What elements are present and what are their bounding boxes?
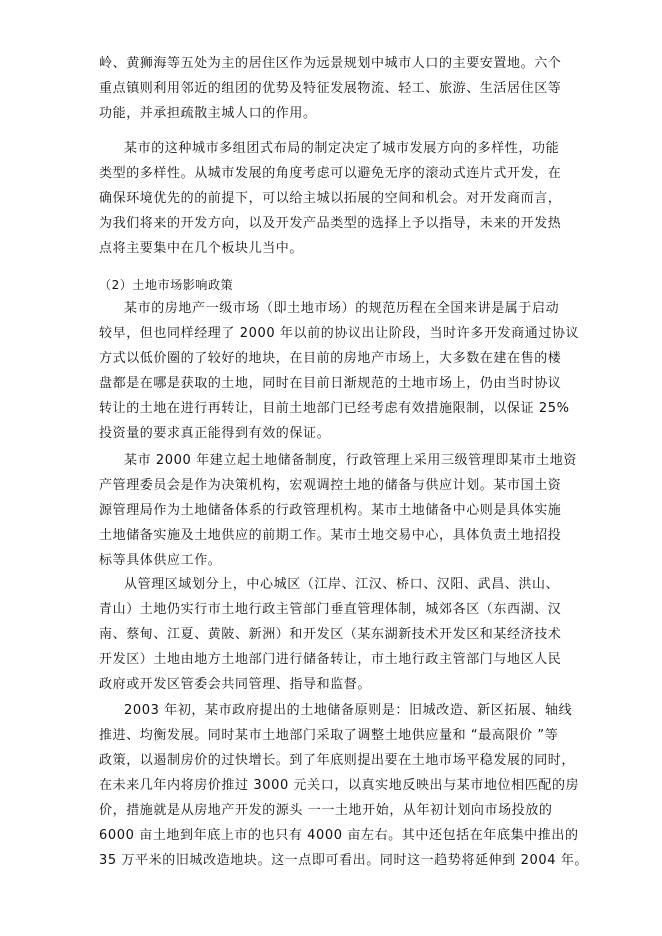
paragraph-6-line-6: 6000 亩土地到年底上市的也只有 4000 亩左右。其中还包括在年底集中推出的 <box>99 828 579 843</box>
paragraph-1-line-1: 岭、黄狮海等五处为主的居住区作为远景规划中城市人口的主要安置地。六个 <box>99 56 562 71</box>
paragraph-2-line-3: 确保环境优先的的前提下，可以给主城以拓展的空间和机会。对开发商而言， <box>99 191 562 206</box>
paragraph-5-line-1: 从管理区域划分上，中心城区（江岸、江汉、桥口、汉阳、武昌、洪山、 <box>124 577 560 592</box>
paragraph-2-line-5: 点将主要集中在几个板块儿当中。 <box>99 241 304 256</box>
paragraph-6-line-4: 在未来几年内将房价推过 3000 元关口，以真实地反映出与某市地位相匹配的房 <box>99 778 580 793</box>
paragraph-5-line-5: 政府或开发区管委会共同管理、指导和监督。 <box>99 677 372 692</box>
paragraph-2-line-4: 为我们将来的开发方向，以及开发产品类型的选择上予以指导，未来的开发热 <box>99 216 562 231</box>
paragraph-6-line-3: 政策，以遏制房价的过快增长。到了年底则提出要在土地市场平稳发展的同时， <box>99 753 576 768</box>
paragraph-4-line-1: 某市 2000 年建立起土地储备制度，行政管理上采用三级管理即某市土地资 <box>124 453 577 468</box>
paragraph-6-line-2: 推进、均衡发展。同时某市土地部门采取了调整土地供应量和 “最高限价 ”等 <box>99 728 559 743</box>
paragraph-5-line-4: 开发区）土地由地方土地部门进行储备转让，市土地行政主管部门与地区人民 <box>99 652 562 667</box>
paragraph-4-line-3: 源管理局作为土地储备体系的行政管理机构。某市土地储备中心则是具体实施 <box>99 503 562 518</box>
paragraph-5-line-2: 青山）土地仍实行市土地行政主管部门垂直管理体制，城郊各区（东西湖、汉 <box>99 602 562 617</box>
paragraph-4-line-5: 标等具体供应工作。 <box>99 553 222 568</box>
paragraph-4-line-2: 产管理委员会是作为决策机构，宏观调控土地的储备与供应计划。某市国土资 <box>99 478 562 493</box>
paragraph-1-line-3: 功能，并承担疏散主城人口的作用。 <box>99 106 317 121</box>
paragraph-3-line-2: 较早，但也同样经理了 2000 年以前的协议出让阶段，当时许多开发商通过协议 <box>99 326 580 341</box>
paragraph-2-line-1: 某市的这种城市多组团式布局的制定决定了城市发展方向的多样性，功能 <box>124 141 560 156</box>
paragraph-2-line-2: 类型的多样性。从城市发展的角度考虑可以避免无序的滚动式连片式开发，在 <box>99 166 562 181</box>
section-heading: （2）土地市场影响政策 <box>99 278 234 292</box>
paragraph-1-line-2: 重点镇则利用邻近的组团的优势及特征发展物流、轻工、旅游、生活居住区等 <box>99 81 562 96</box>
paragraph-3-line-6: 投资量的要求真正能得到有效的保证。 <box>99 426 331 441</box>
paragraph-4-line-4: 土地储备实施及土地供应的前期工作。某市土地交易中心，具体负责土地招投 <box>99 528 562 543</box>
paragraph-3-line-5: 转让的土地在进行再转让，目前土地部门已经考虑有效措施限制，以保证 25% <box>99 401 570 416</box>
paragraph-6-line-1: 2003 年初，某市政府提出的土地储备原则是：旧城改造、新区拓展、轴线 <box>124 703 573 718</box>
paragraph-3-line-4: 盘都是在哪是获取的土地，同时在目前日渐规范的土地市场上，仍由当时协议 <box>99 376 562 391</box>
paragraph-6-line-7: 35 万平米的旧城改造地块。这一点即可看出。同时这一趋势将延伸到 2004 年。 <box>99 853 589 868</box>
paragraph-3-line-3: 方式以低价圈的了较好的地块，在目前的房地产市场上，大多数在建在售的楼 <box>99 351 562 366</box>
paragraph-6-line-5: 价，措施就是从房地产开发的源头 一一土地开始，从年初计划向市场投放的 <box>99 803 553 818</box>
paragraph-5-line-3: 南、蔡甸、江夏、黄陂、新洲）和开发区（某东湖新技术开发区和某经济技术 <box>99 627 562 642</box>
paragraph-3-line-1: 某市的房地产一级市场（即土地市场）的规范历程在全国来讲是属于启动 <box>124 301 560 316</box>
